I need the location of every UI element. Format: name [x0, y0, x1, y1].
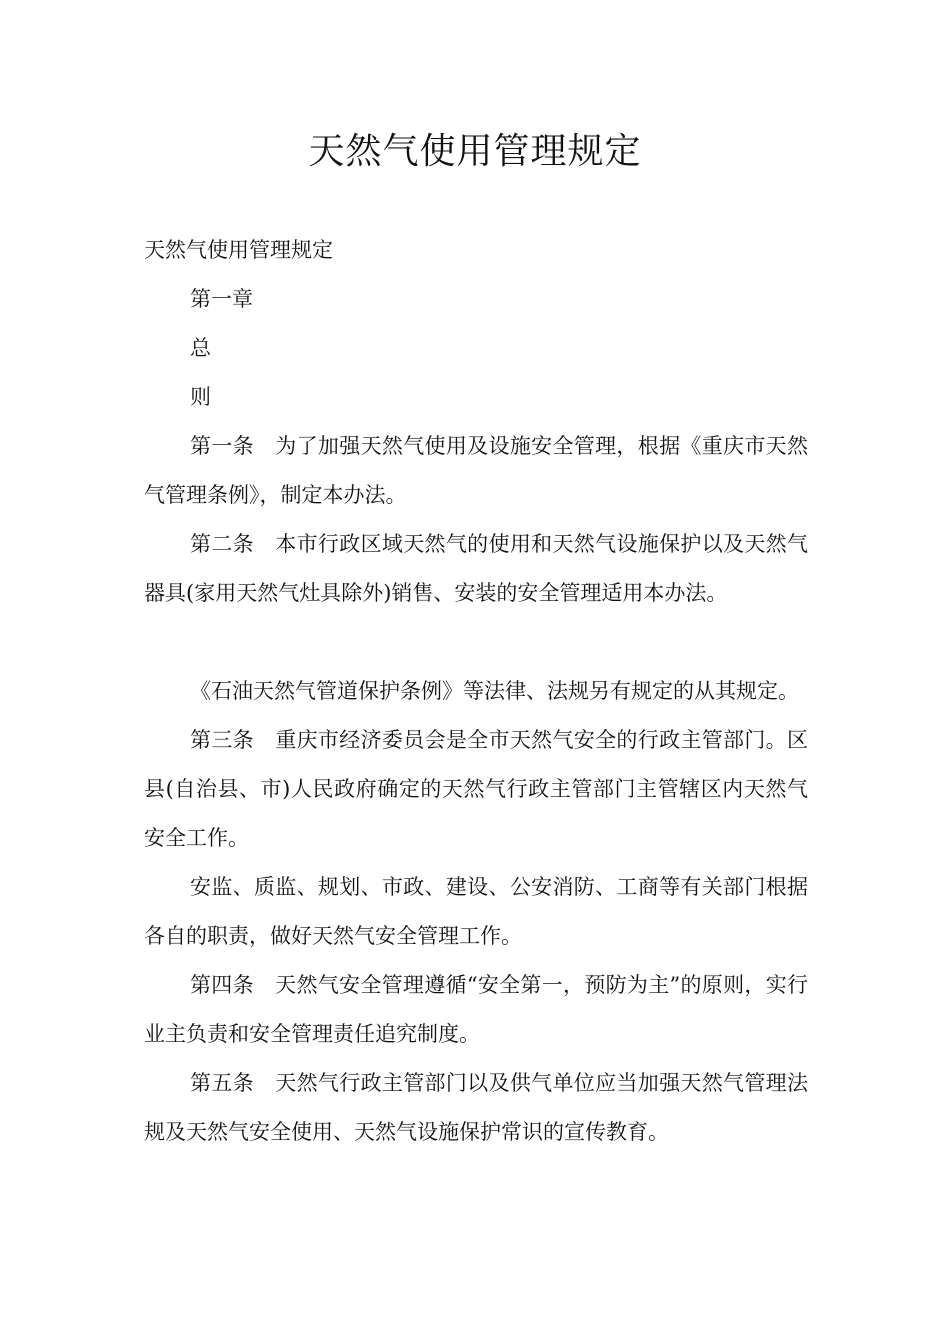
paragraph-gap [144, 618, 808, 667]
article-3-departments: 安监、质监、规划、市政、建设、公安消防、工商等有关部门根据各自的职责，做好天然气安全管理工作。 [144, 875, 808, 948]
article-2: 第二条 本市行政区域天然气的使用和天然气设施保护以及天然气器具(家用天然气灶具除外)销售、安装的安全管理适用本办法。 [144, 532, 808, 605]
document-subtitle: 天然气使用管理规定 [144, 238, 333, 262]
chapter-name-part1: 总 [190, 336, 211, 360]
article-3: 第三条 重庆市经济委员会是全市天然气安全的行政主管部门。区县(自治县、市)人民政府确定的天然气行政主管部门主管辖区内天然气安全工作。 [144, 728, 808, 850]
article-1: 第一条 为了加强天然气使用及设施安全管理，根据《重庆市天然气管理条例》，制定本办法。 [144, 434, 808, 507]
chapter-name-part2: 则 [190, 385, 211, 409]
article-5: 第五条 天然气行政主管部门以及供气单位应当加强天然气管理法规及天然气安全使用、天然气设施保护常识的宣传教育。 [144, 1071, 808, 1144]
article-2-note: 《石油天然气管道保护条例》等法律、法规另有规定的从其规定。 [190, 679, 799, 703]
document-body [144, 226, 808, 1157]
article-4: 第四条 天然气安全管理遵循“安全第一，预防为主”的原则，实行业主负责和安全管理责任追究制度。 [144, 973, 808, 1046]
chapter-number: 第一章 [190, 287, 253, 311]
document-title: 天然气使用管理规定 [308, 131, 642, 172]
